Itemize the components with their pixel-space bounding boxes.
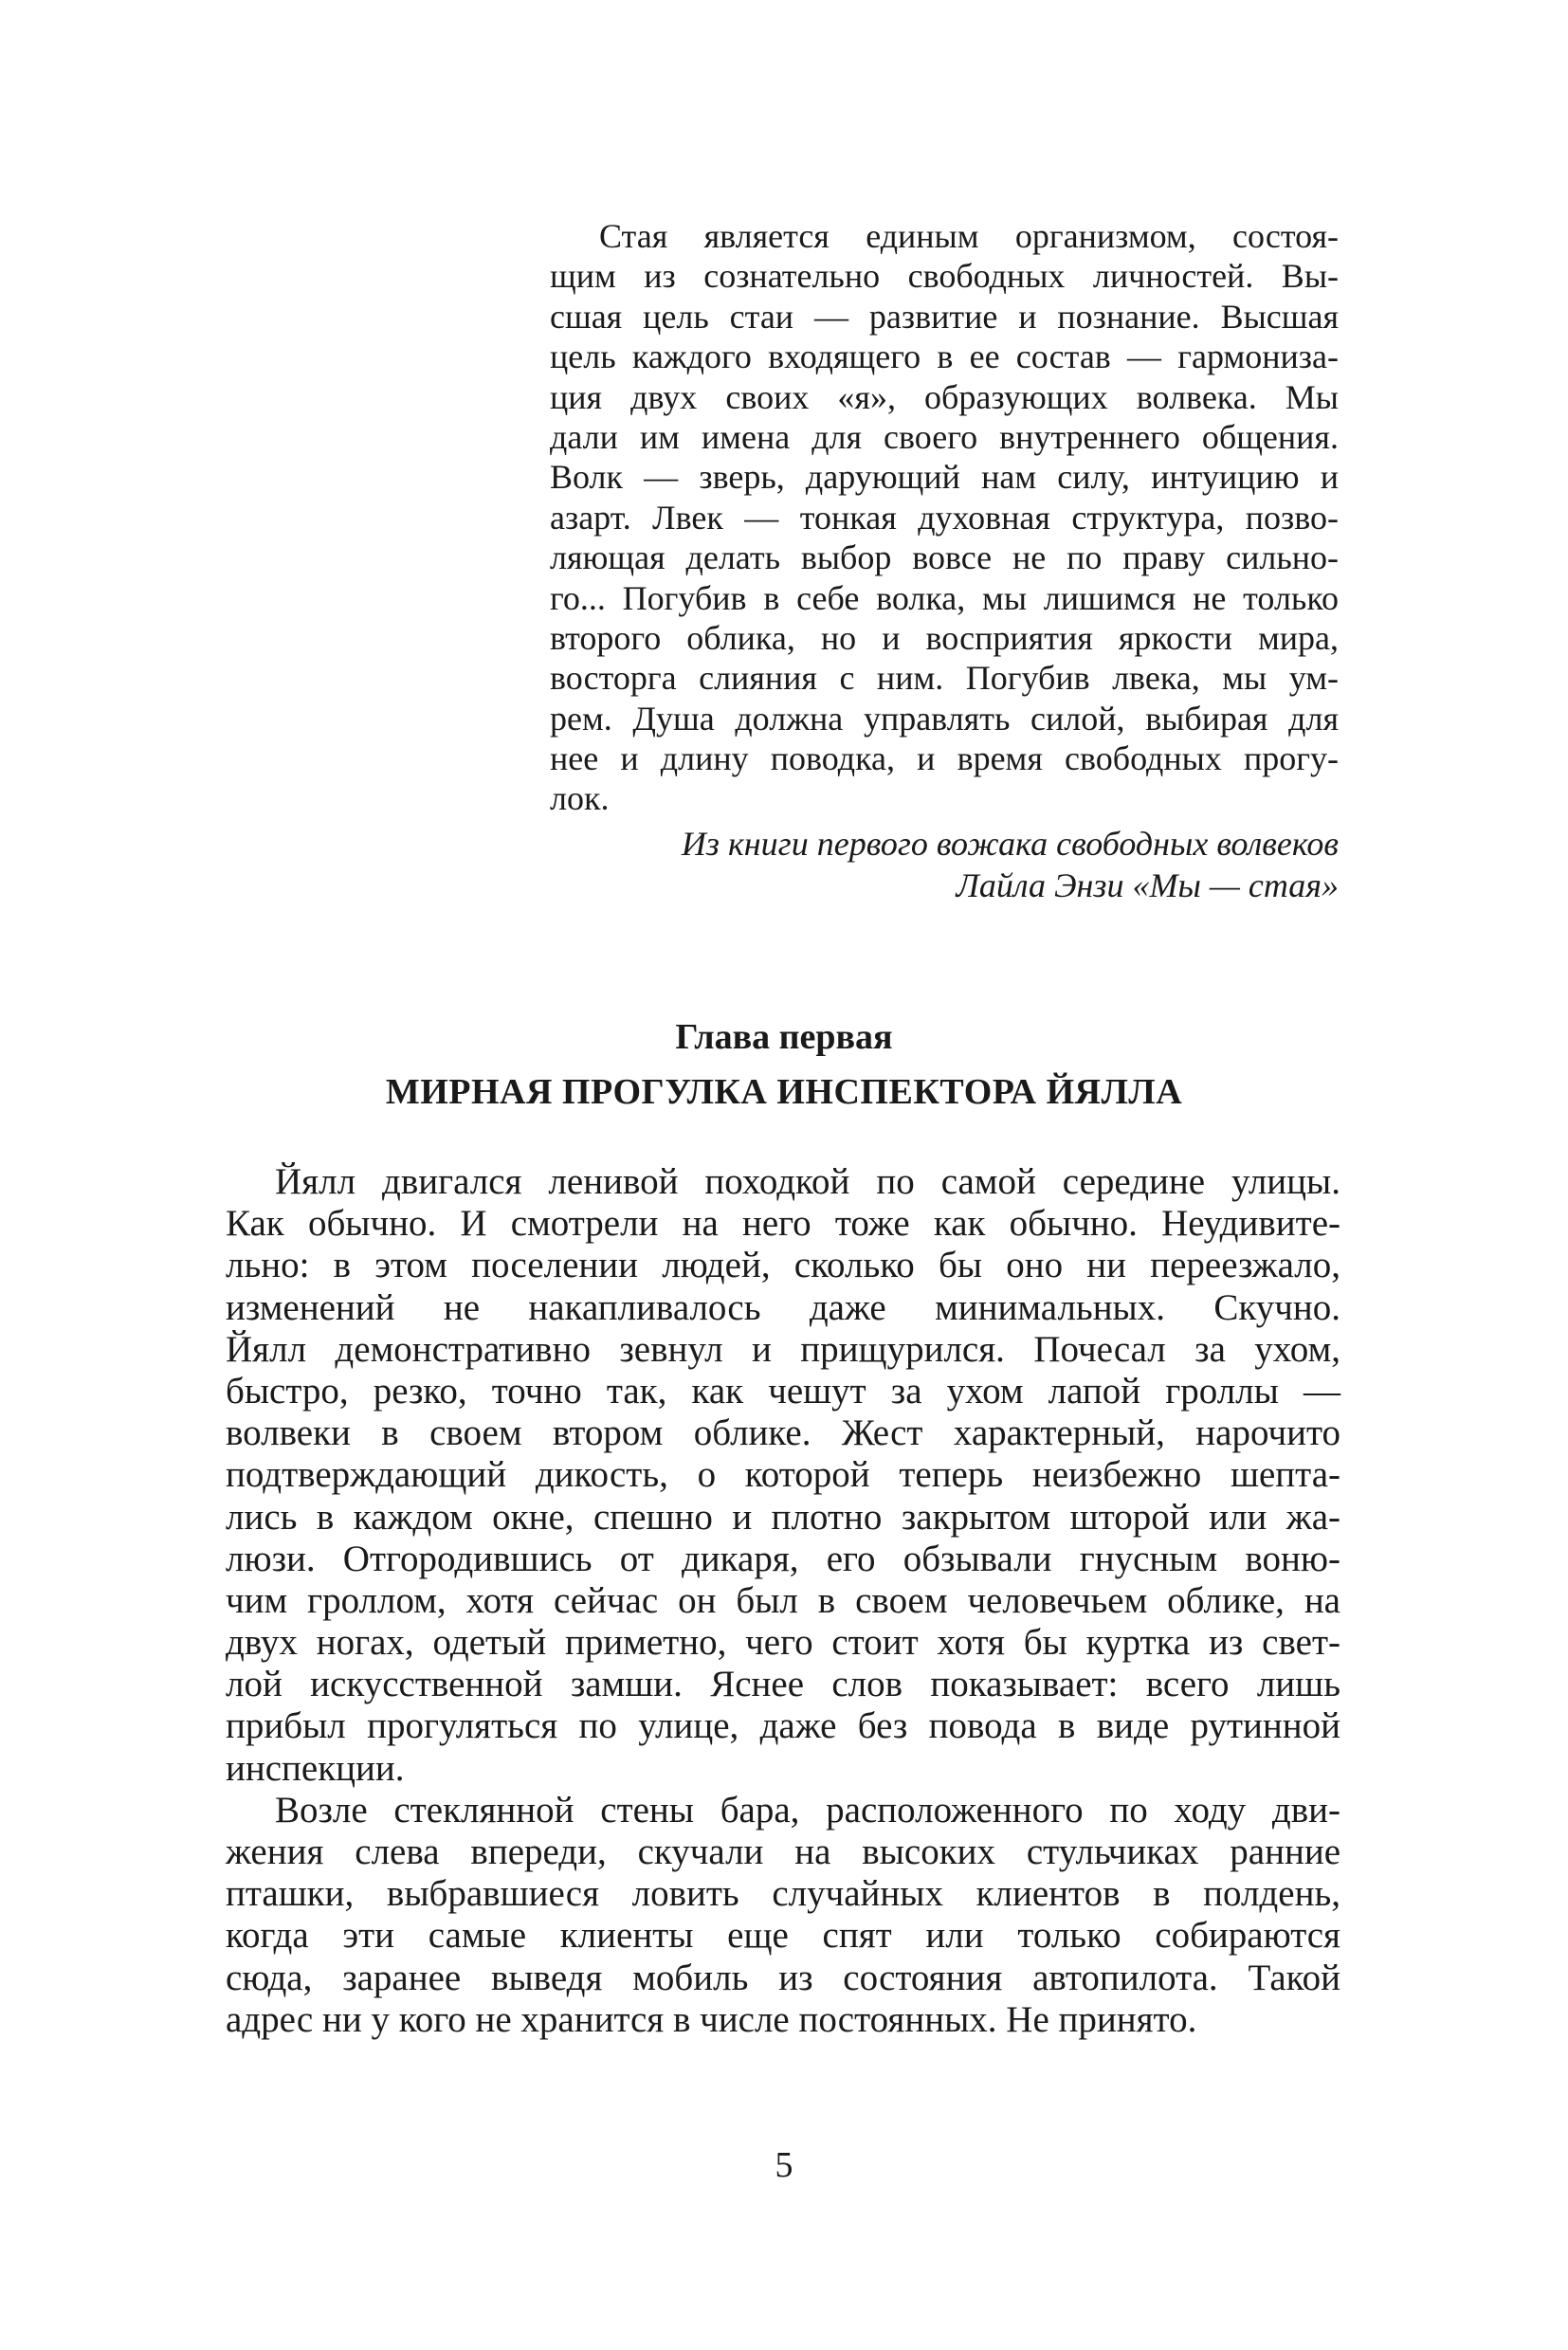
epigraph-line: цель каждого входящего в ее состав — гармониза- bbox=[550, 337, 1339, 376]
body-line: лись в каждом окне, спешно и плотно закрытом шторой или жа- bbox=[226, 1496, 1340, 1538]
body-line: Как обычно. И смотрели на него тоже как обычно. Неудивите- bbox=[226, 1203, 1340, 1245]
epigraph-line: Стая является единым организмом, состоя- bbox=[599, 217, 1339, 255]
epigraph-line: восторга слияния с ним. Погубив лвека, мы ум- bbox=[550, 659, 1339, 698]
body-line: люзи. Отгородившись от дикаря, его обзывали гнусным воню- bbox=[226, 1538, 1340, 1579]
body-line: сюда, заранее выведя мобиль из состояния автопилота. Такой bbox=[226, 1957, 1340, 1998]
epigraph-line: щим из сознательно свободных личностей. Вы- bbox=[550, 257, 1339, 296]
body-line: Йялл демонстративно зевнул и прищурился. Почесал за ухом, bbox=[226, 1328, 1340, 1370]
body-line: прибыл прогуляться по улице, даже без повода в виде рутинной bbox=[226, 1705, 1340, 1747]
epigraph-line: лок. bbox=[550, 779, 610, 818]
body-line: двух ногах, одетый приметно, чего стоит хотя бы куртка из свет- bbox=[226, 1622, 1340, 1664]
chapter-heading bbox=[0, 1012, 1568, 1122]
body-line: Йялл двигался ленивой походкой по самой середине улицы. bbox=[275, 1161, 1340, 1202]
body-line: Возле стеклянной стены бара, расположенного по ходу дви- bbox=[275, 1789, 1340, 1831]
attribution-author: Лайла Энзи «Мы — стая» bbox=[956, 865, 1339, 904]
epigraph-line: ляющая делать выбор вовсе не по праву сильно- bbox=[550, 538, 1339, 577]
body-line: жения слева впереди, скучали на высоких стульчиках ранние bbox=[226, 1831, 1340, 1872]
attribution-source: Из книги первого вожака свободных волвеков bbox=[681, 824, 1339, 863]
epigraph-line: ция двух своих «я», образующих волвека. Мы bbox=[550, 377, 1339, 416]
body-line: льно: в этом поселении людей, сколько бы оно ни переезжало, bbox=[226, 1245, 1340, 1286]
page-number: 5 bbox=[775, 2145, 793, 2185]
body-line: лой искусственной замши. Яснее слов показывает: всего лишь bbox=[226, 1664, 1340, 1705]
body-line: когда эти самые клиенты еще спят или только собираются bbox=[226, 1915, 1340, 1957]
epigraph bbox=[550, 216, 1339, 906]
body-line: чим гроллом, хотя сейчас он был в своем человечьем облике, на bbox=[226, 1579, 1340, 1621]
chapter-label: Глава первая bbox=[675, 1017, 893, 1057]
epigraph-attribution bbox=[550, 823, 1339, 906]
body-line: изменений не накапливалось даже минимальных. Скучно. bbox=[226, 1286, 1340, 1328]
body-line: подтверждающий дикость, о которой теперь неизбежно шепта- bbox=[226, 1454, 1340, 1496]
body-line: пташки, выбравшиеся ловить случайных клиентов в полдень, bbox=[226, 1873, 1340, 1915]
epigraph-line: нее и длину поводка, и время свободных прогу- bbox=[550, 739, 1339, 778]
epigraph-line: рем. Душа должна управлять силой, выбирая для bbox=[550, 699, 1339, 738]
body-line: адрес ни у кого не хранится в числе постоянных. Не принято. bbox=[226, 1998, 1197, 2040]
chapter-body bbox=[226, 1161, 1340, 2041]
epigraph-line: Волк — зверь, дарующий нам силу, интуицию и bbox=[550, 458, 1339, 497]
chapter-title: МИРНАЯ ПРОГУЛКА ИНСПЕКТОРА ЙЯЛЛА bbox=[385, 1072, 1183, 1112]
epigraph-line: го... Погубив в себе волка, мы лишимся не только bbox=[550, 578, 1339, 617]
body-line: волвеки в своем втором облике. Жест характерный, нарочито bbox=[226, 1412, 1340, 1454]
epigraph-line: сшая цель стаи — развитие и познание. Высшая bbox=[550, 297, 1339, 336]
epigraph-line: второго облика, но и восприятия яркости мира, bbox=[550, 618, 1339, 657]
body-line: инспекции. bbox=[226, 1747, 405, 1789]
epigraph-line: азарт. Лвек — тонкая духовная структура, позво- bbox=[550, 498, 1339, 537]
body-line: быстро, резко, точно так, как чешут за ухом лапой гроллы — bbox=[226, 1370, 1340, 1412]
epigraph-line: дали им имена для своего внутреннего общения. bbox=[550, 417, 1339, 456]
